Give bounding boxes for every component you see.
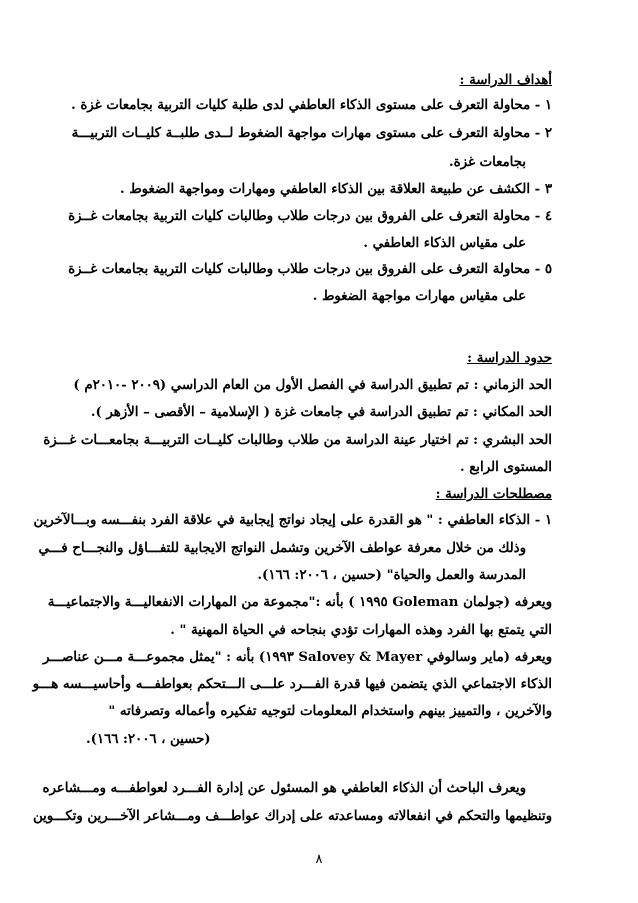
limits-heading: حدود الدراسة : [467,351,552,366]
limit-place: الحد المكاني : تم تطبيق الدراسة في جامعات غزة ( الإسلامية – الأقصى – الأزهر ). [90,405,552,420]
term-line-5: التي يتمتع بها الفرد وهذه المهارات تؤدي بنجاحه في الحياة المهنية " . [170,623,552,638]
objective-4-cont: على مقياس الذكاء العاطفي . [363,236,526,251]
limit-time: الحد الزماني : تم تطبيق الدراسة في الفصل الأول من العام الدراسي (٢٠٠٩ -٢٠١٠م ) [73,378,552,393]
terms-heading: مصطلحات الدراسة : [435,487,552,502]
term-line-4: ويعرفه (جولمان Goleman ١٩٩٥ ) بأنه :"مجموعة من المهارات الانفعاليـــة والاجتماعيـــة [47,595,552,610]
term-citation: (حسين ، ٢٠٠٦: ١٦٦). [86,732,211,747]
page-number: ٨ [315,852,323,867]
limit-human: الحد البشري : تم اختيار عينة الدراسة من طلاب وطالبات كليــات التربيـــة بجامعـــات غـــزة [43,433,552,448]
objective-2-cont: بجامعات غزة. [449,155,526,170]
term-line-1: ١ - الذكاء العاطفي : " هو القدرة على إيجاد نواتج إيجابية في علاقة الفرد بنفـــسه وبـــالآخرين [33,513,552,528]
term-line-2: وذلك من خلال معرفة عواطف الآخرين وتشمل النواتج الايجابية للتفـــاؤل والنجـــاح فـــي [38,541,526,556]
term-line-6: ويعرفه (ماير وسالوفي Salovey & Mayer ١٩٩٣) بأنه : "يمثل مجموعـــة مـــن عناصـــر [42,650,552,665]
term-line-10: ويعرف الباحث أن الذكاء العاطفي هو المسئول عن إدارة الفـــرد لعواطفـــه ومـــشاعره [42,781,526,796]
objective-4: ٤ - محاولة التعرف على الفروق بين درجات طلاب وطالبات كليات التربية بجامعات غــزة [68,209,552,224]
limit-human-cont: المستوى الرابع . [459,460,552,475]
objective-2: ٢ - محاولة التعرف على مستوى مهارات مواجهة الضغوط لــدى طلبــة كليــات التربيـــة [71,126,552,141]
objective-5-cont: على مقياس مهارات مواجهة الضغوط . [312,289,526,304]
term-line-7: الذكاء الاجتماعي الذي يتضمن فيها قدرة الفـــرد علـــى الـــتحكم بعواطفـــه وأحاسيـــسه هـــو [32,677,552,692]
term-line-3: المدرسة والعمل والحياة" (حسين ، ٢٠٠٦: ١٦٦). [257,568,526,583]
objectives-heading: أهداف الدراسة : [459,73,552,88]
objective-5: ٥ - محاولة التعرف على الفروق بين درجات طلاب وطالبات كليات التربية بجامعات غــزة [68,262,552,277]
objective-3: ٣ - الكشف عن طبيعة العلاقة بين الذكاء العاطفي ومهارات ومواجهة الضغوط . [120,182,552,197]
term-line-11: وتنظيمها والتحكم في انفعالاته ومساعدته على إدراك عواطـــف ومـــشاعر الآخـــرين وتكـــوين [32,809,552,824]
term-line-8: والآخرين ، والتمييز بينهم واستخدام المعلومات لتوجيه تفكيره وأعماله وتصرفاته " [108,704,552,719]
objective-1: ١ - محاولة التعرف على مستوى الذكاء العاطفي لدى طلبة كليات التربية بجامعات غزة . [71,98,552,113]
